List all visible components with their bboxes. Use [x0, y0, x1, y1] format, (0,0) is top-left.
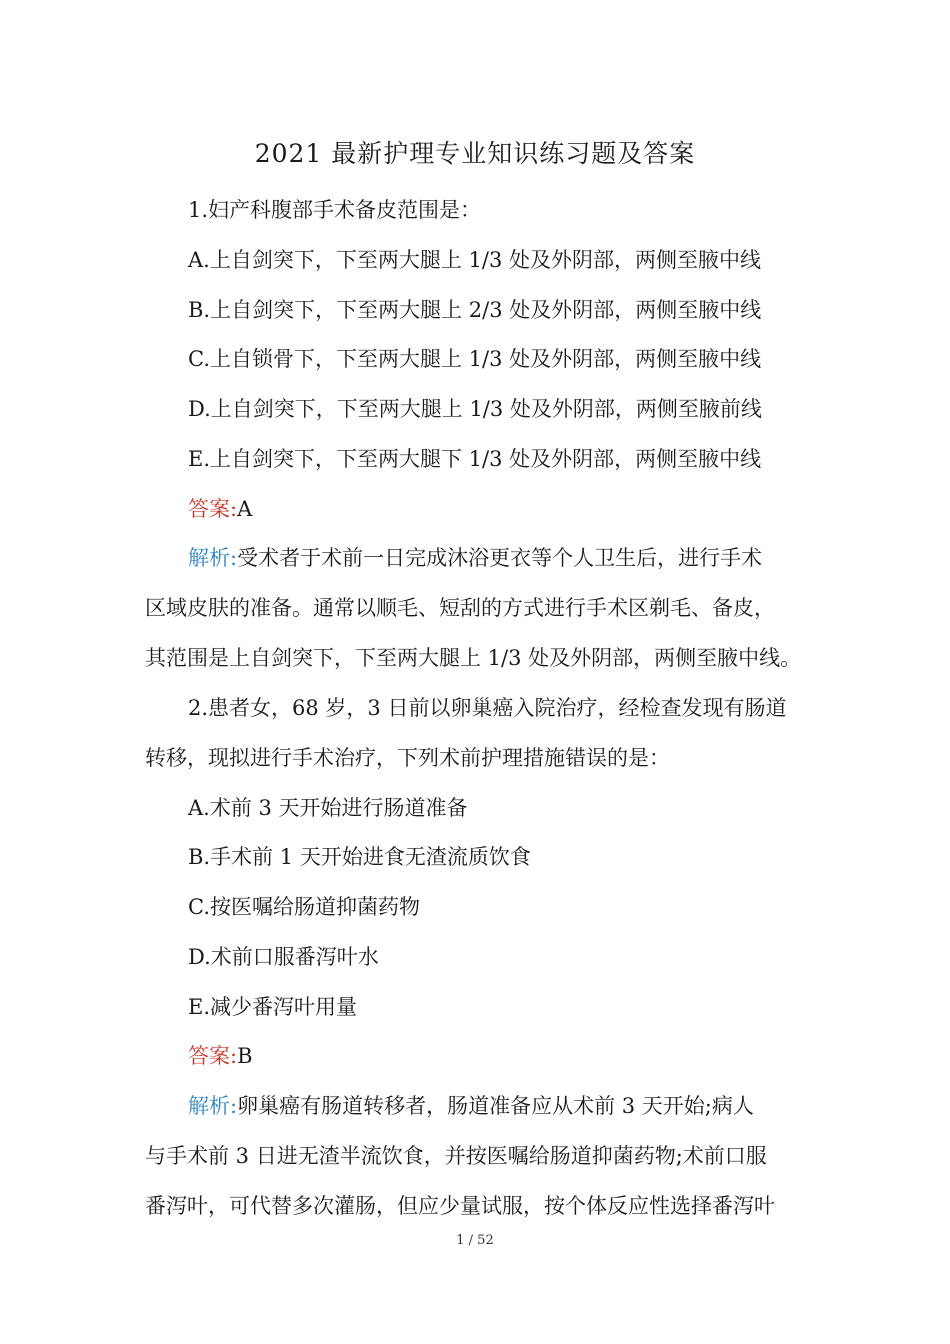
question-1-option-d: D.上自剑突下，下至两大腿上 1/3 处及外阴部，两侧至腋前线	[188, 397, 762, 421]
question-2-analysis-line-1	[188, 1088, 858, 1124]
question-1-analysis-line-1	[188, 540, 858, 576]
question-2-analysis-line-2: 与手术前 3 日进无渣半流饮食，并按医嘱给肠道抑菌药物;术前口服	[145, 1144, 767, 1168]
question-2-option-b: B.手术前 1 天开始进食无渣流质饮食	[188, 845, 531, 869]
question-1-analysis-line-2: 区域皮肤的准备。通常以顺毛、短刮的方式进行手术区剃毛、备皮，	[145, 596, 775, 620]
question-2-answer	[188, 1038, 858, 1074]
analysis-text: 卵巢癌有肠道转移者，肠道准备应从术前 3 天开始;病人	[237, 1094, 754, 1118]
question-1-option-a: A.上自剑突下，下至两大腿上 1/3 处及外阴部，两侧至腋中线	[188, 248, 761, 272]
answer-value: B	[237, 1044, 253, 1068]
answer-label: 答案:	[188, 497, 238, 521]
question-1-stem: 1.妇产科腹部手术备皮范围是：	[188, 198, 482, 222]
page-number: 1 / 52	[456, 1233, 494, 1248]
question-1-answer	[188, 491, 858, 527]
question-2-option-d: D.术前口服番泻叶水	[188, 945, 379, 969]
question-1-option-e: E.上自剑突下，下至两大腿下 1/3 处及外阴部，两侧至腋中线	[188, 447, 762, 471]
question-2-analysis-line-3: 番泻叶，可代替多次灌肠，但应少量试服，按个体反应性选择番泻叶	[145, 1194, 775, 1218]
question-1-option-b: B.上自剑突下，下至两大腿上 2/3 处及外阴部，两侧至腋中线	[188, 298, 762, 322]
question-1-analysis-line-3: 其范围是上自剑突下，下至两大腿上 1/3 处及外阴部，两侧至腋中线。	[145, 646, 802, 670]
document-title: 2021 最新护理专业知识练习题及答案	[254, 139, 696, 168]
analysis-text: 受术者于术前一日完成沐浴更衣等个人卫生后，进行手术	[237, 546, 763, 570]
question-1-option-c: C.上自锁骨下，下至两大腿上 1/3 处及外阴部，两侧至腋中线	[188, 347, 762, 371]
question-2-option-e: E.减少番泻叶用量	[188, 995, 358, 1019]
question-2-option-a: A.术前 3 天开始进行肠道准备	[188, 796, 468, 820]
answer-label: 答案:	[188, 1044, 238, 1068]
question-2-option-c: C.按医嘱给肠道抑菌药物	[188, 895, 420, 919]
analysis-label: 解析:	[188, 546, 238, 570]
answer-value: A	[237, 497, 253, 521]
question-2-stem-line-2: 转移，现拟进行手术治疗，下列术前护理措施错误的是：	[145, 746, 670, 770]
question-2-stem-line-1: 2.患者女，68 岁，3 日前以卵巢癌入院治疗，经检查发现有肠道	[188, 696, 787, 720]
analysis-label: 解析:	[188, 1094, 238, 1118]
